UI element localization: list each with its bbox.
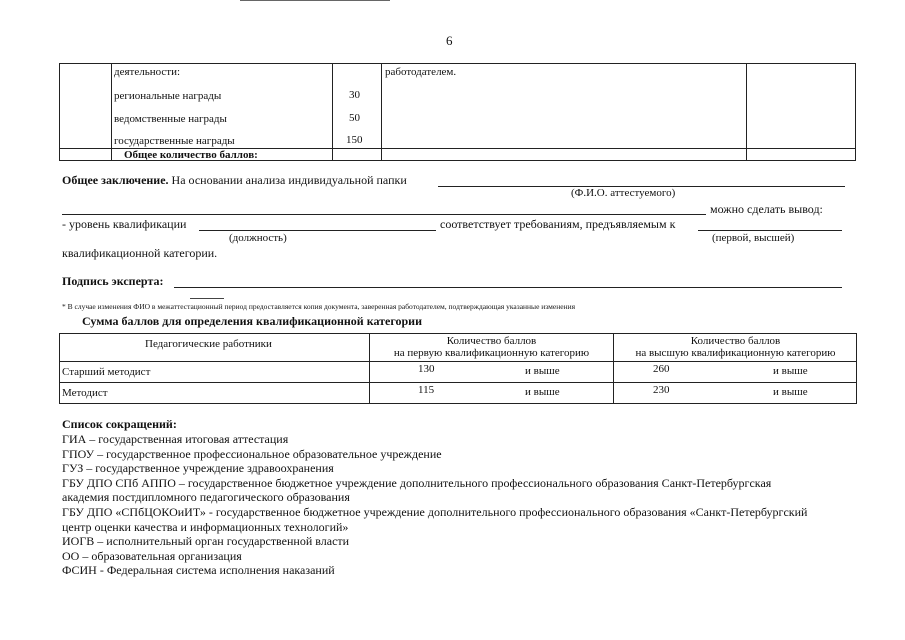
abbreviation-item: центр оценки качества и информационных технологий» [62,520,349,534]
row-first-score: 115 [418,384,435,396]
position-fill-line [199,230,436,231]
row-first-note: и выше [525,365,560,377]
table-divider [332,64,333,160]
table-divider [60,382,856,383]
abbreviation-item: ГПОУ – государственное профессиональное образовательное учреждение [62,447,442,461]
table-divider [60,361,856,362]
header-first-line2: на первую квалификационную категорию [393,347,590,359]
footnote: * В случае изменения ФИО в межаттестационный период предоставляется копия документа, заверенная работодателем, подтверждающая указанные изменения [62,302,576,311]
total-points-label: Общее количество баллов: [124,149,258,161]
abbreviation-item: ОО – образовательная организация [62,549,242,563]
abbreviation-item: ГБУ ДПО «СПбЦОКОиИТ» - государственное бюджетное учреждение дополнительного профессионального образования «Санкт-Петербургский [62,505,808,519]
expert-signature-label: Подпись эксперта: [62,274,164,288]
qualification-level-label: - уровень квалификации [62,217,187,231]
header-staff: Педагогические работники [145,338,272,350]
header-highest-line1: Количество баллов [690,335,781,347]
row-highest-score: 260 [653,363,670,375]
row-highest-note: и выше [773,386,808,398]
scan-edge-line [240,0,390,1]
cell-regional-awards-points: 30 [349,89,360,101]
header-first-category [370,335,613,359]
conclusion-text: На основании анализа индивидуальной папки [171,173,407,187]
cell-state-awards-points: 150 [346,134,363,146]
page-number: 6 [446,33,453,48]
abbreviation-item: ГБУ ДПО СПб АППО – государственное бюджетное учреждение дополнительного профессионального образования Санкт-Петербургская [62,476,772,490]
cell-state-awards: государственные награды [114,135,235,147]
category-fill-line [698,230,842,231]
general-conclusion [62,173,407,188]
fio-continuation-line [62,214,706,215]
table-divider [381,64,382,160]
row-highest-note: и выше [773,365,808,377]
abbreviations-title: Список сокращений: [62,417,177,431]
row-role: Старший методист [62,366,151,378]
abbreviation-item: ГИА – государственная итоговая аттестация [62,432,289,446]
table-divider [111,64,112,160]
conclusion-heading: Общее заключение. [62,173,169,187]
score-table [59,333,857,404]
criteria-table-continuation [59,63,856,161]
footnote-separator [190,298,224,299]
cell-departmental-awards-points: 50 [349,112,360,124]
abbreviation-item: ГУЗ – государственное учреждение здравоохранения [62,461,334,475]
category-hint: (первой, высшей) [712,232,795,244]
header-highest-line2: на высшую квалификационную категорию [635,347,836,359]
abbreviation-item: ИОГВ – исполнительный орган государственной власти [62,534,350,548]
score-table-title: Сумма баллов для определения квалификационной категории [82,314,423,328]
abbreviation-item: ФСИН - Федеральная система исполнения наказаний [62,563,335,577]
fio-hint: (Ф.И.О. аттестуемого) [571,187,676,199]
row-highest-score: 230 [653,384,670,396]
cell-activity: деятельности: [114,66,181,78]
header-first-line1: Количество баллов [446,335,537,347]
requirements-text: соответствует требованиям, предъявляемым к [440,217,676,231]
cell-employer: работодателем. [385,66,457,78]
position-hint: (должность) [229,232,287,244]
cell-departmental-awards: ведомственные награды [114,113,227,125]
row-first-note: и выше [525,386,560,398]
row-first-score: 130 [418,363,435,375]
header-highest-category [614,335,857,359]
row-role: Методист [62,387,108,399]
signature-line [174,287,842,288]
table-divider [746,64,747,160]
qualification-category-text: квалификационной категории. [62,246,218,260]
conclusion-outcome: можно сделать вывод: [710,202,823,216]
abbreviation-item: академия постдипломного педагогического образования [62,490,350,504]
cell-regional-awards: региональные награды [114,90,222,102]
